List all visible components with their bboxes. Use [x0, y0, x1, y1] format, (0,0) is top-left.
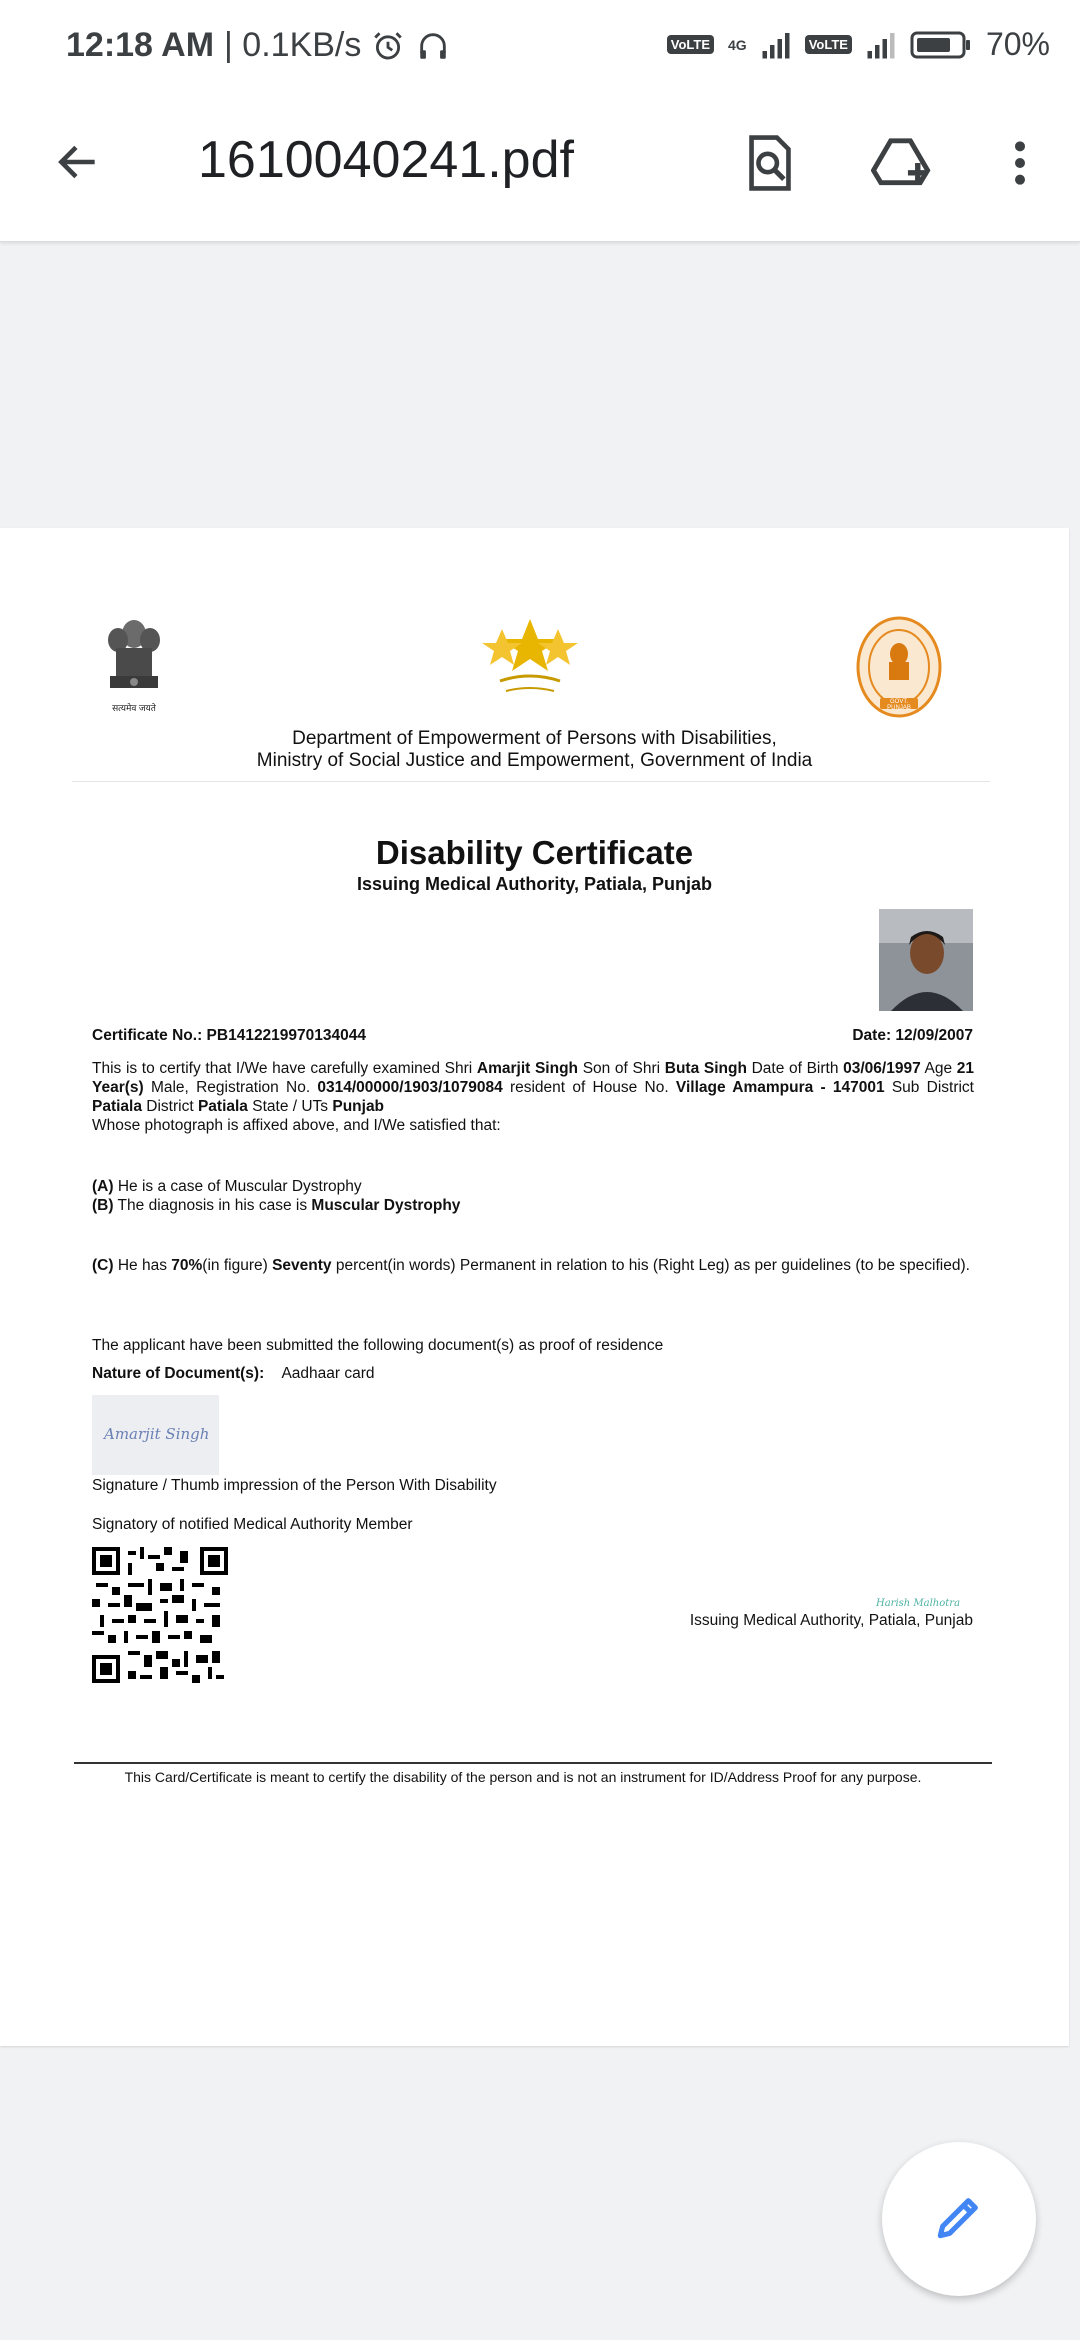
clause-a-text: He is a case of Muscular Dystrophy — [113, 1178, 362, 1195]
para-text: Sub District — [884, 1079, 974, 1096]
para-text: Whose photograph is affixed above, and I/We satisfied that: — [92, 1117, 501, 1134]
para-text: This is to certify that I/We have carefully examined Shri — [92, 1060, 477, 1077]
accessible-india-logo — [482, 615, 578, 701]
volte-1-badge: VoLTE — [667, 35, 714, 54]
signatory-text: Signatory of notified Medical Authority Member — [92, 1516, 413, 1533]
certificate-date: Date: 12/09/2007 — [852, 1027, 973, 1044]
battery-percent: 70% — [985, 26, 1050, 62]
footer-divider — [74, 1762, 992, 1764]
address-village: Village Amampura - 147001 — [675, 1079, 885, 1096]
signature-text: Amarjit Singh — [104, 1425, 210, 1443]
punjab-seal — [856, 616, 942, 718]
para-text: Age — [920, 1060, 957, 1077]
national-emblem — [98, 616, 170, 716]
district: Patiala — [197, 1098, 248, 1115]
status-time: 12:18 AM — [66, 26, 215, 64]
clause-c-text: percent(in words) Permanent in relation to his (Right Leg) as per guidelines (to be specified). — [331, 1257, 970, 1274]
status-bar — [0, 0, 1080, 100]
sub-district: Patiala — [92, 1098, 142, 1115]
certificate-subtitle: Issuing Medical Authority, Patiala, Punjab — [356, 874, 713, 894]
emblem-caption: सत्यमेव जयते — [112, 703, 156, 713]
applicant-signature — [92, 1395, 219, 1475]
date-of-birth: 03/06/1997 — [843, 1060, 921, 1077]
diagnosis-value: Muscular Dystrophy — [311, 1197, 461, 1214]
certificate-title: Disability Certificate — [375, 834, 694, 871]
para-text: Male, Registration No. — [143, 1079, 318, 1096]
dept-line-1: Department of Empowerment of Persons with Disabilities, — [292, 728, 777, 749]
signal-2-icon — [866, 30, 896, 60]
para-text: Son of Shri — [578, 1060, 665, 1077]
clause-a — [92, 1177, 362, 1196]
clause-b — [92, 1196, 460, 1215]
status-right — [667, 26, 1050, 63]
clause-b-text: The diagnosis in his case is — [113, 1197, 312, 1214]
document-nature — [92, 1364, 375, 1383]
issuing-authority: Issuing Medical Authority, Patiala, Punjab — [689, 1612, 973, 1629]
clause-c-label: (C) — [92, 1257, 114, 1274]
para-text: resident of House No. — [502, 1079, 676, 1096]
edit-button[interactable] — [882, 2142, 1036, 2296]
back-arrow-icon[interactable] — [46, 130, 110, 194]
state: Punjab — [332, 1098, 385, 1115]
dept-line-2: Ministry of Social Justice and Empowerment, Government of India — [256, 750, 813, 771]
alarm-icon — [371, 29, 405, 63]
network-speed: | 0.1KB/s — [224, 26, 362, 64]
certificate-number: Certificate No.: PB1412219970134044 — [92, 1027, 367, 1044]
authority-signature-text: Harish Malhotra — [876, 1598, 961, 1609]
authority-signature — [876, 1593, 966, 1611]
registration-number: 0314/00000/1903/1079084 — [317, 1079, 503, 1096]
footer-note: This Card/Certificate is meant to certify the disability of the person and is not an instrument for ID/Address Proof for any purpose. — [124, 1769, 922, 1785]
app-bar — [0, 100, 1080, 242]
qr-code — [92, 1547, 228, 1683]
age: 21 Year(s) — [92, 1060, 975, 1096]
para-text: State / UTs — [247, 1098, 333, 1115]
battery-icon — [910, 30, 972, 60]
certification-paragraph — [92, 1059, 974, 1135]
find-in-document-icon[interactable] — [735, 128, 805, 198]
para-text: Date of Birth — [746, 1060, 844, 1077]
clause-c-text: (in figure) — [202, 1257, 273, 1274]
department-heading — [0, 728, 1069, 772]
clause-c — [92, 1256, 974, 1275]
clause-a-label: (A) — [92, 1178, 114, 1195]
seal-caption: GOVT. PUNJAB — [887, 699, 911, 711]
disability-percent-words: Seventy — [272, 1257, 332, 1274]
nature-value: Aadhaar card — [281, 1365, 375, 1382]
header-divider — [72, 781, 990, 782]
clause-c-text: He has — [113, 1257, 172, 1274]
edit-pencil-icon — [931, 2189, 987, 2250]
nature-label: Nature of Document(s): — [92, 1365, 265, 1382]
volte-2-badge: VoLTE — [805, 35, 852, 54]
add-to-drive-icon[interactable] — [868, 128, 938, 198]
para-text: District — [141, 1098, 198, 1115]
applicant-photo — [879, 909, 973, 1011]
headset-icon — [415, 29, 451, 63]
applicant-name: Amarjit Singh — [476, 1060, 579, 1077]
signal-icon — [761, 30, 791, 60]
status-left — [66, 26, 451, 65]
father-name: Buta Singh — [664, 1060, 747, 1077]
network-type: 4G — [728, 36, 747, 53]
residence-proof-text: The applicant have been submitted the following document(s) as proof of residence — [92, 1337, 664, 1354]
clause-b-label: (B) — [92, 1197, 114, 1214]
signature-caption: Signature / Thumb impression of the Person With Disability — [92, 1477, 497, 1494]
more-vert-icon[interactable] — [985, 128, 1055, 198]
disability-percent: 70% — [171, 1257, 203, 1274]
document-title: 1610040241.pdf — [198, 131, 574, 189]
pdf-page[interactable] — [0, 528, 1069, 2046]
